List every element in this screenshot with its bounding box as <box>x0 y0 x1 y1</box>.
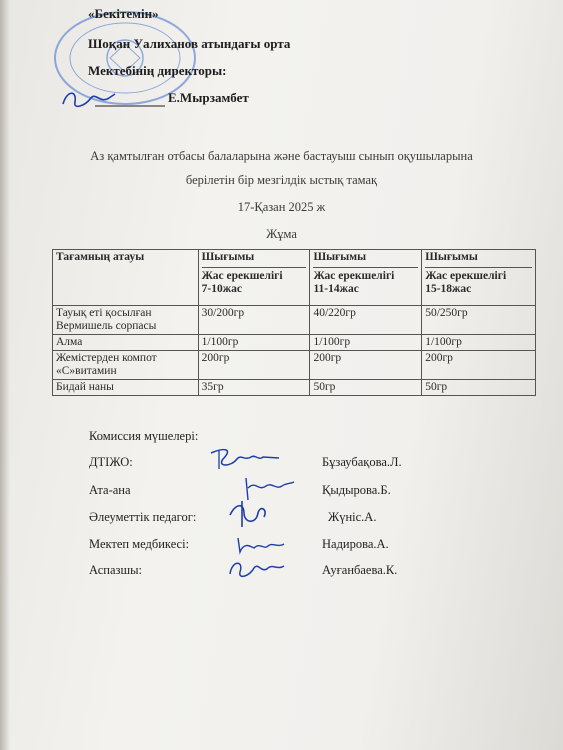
yield-cell: 1/100гр <box>422 335 536 351</box>
commission-role: Мектеп медбикесі: <box>89 537 190 551</box>
dish-name-cont: Вермишель сорпасы <box>56 320 157 332</box>
yield-cell: 1/100гр <box>310 335 422 351</box>
signature-icon <box>224 499 274 529</box>
heading-day: Жұма <box>266 227 297 241</box>
yield-cell: 50гр <box>310 380 422 396</box>
commission-role: Ата-ана <box>89 483 131 497</box>
approval-header: «Бекітемін» <box>88 6 159 21</box>
header-age-range: 7-10жас <box>201 283 242 295</box>
yield-cell: 1/100гр <box>198 335 310 351</box>
header-yield-title: Шығымы <box>425 251 478 263</box>
header-yield-title: Шығымы <box>313 251 367 263</box>
header-yield-title: Шығымы <box>201 251 255 263</box>
header-yield-7-10 <box>198 250 310 306</box>
signature-icon <box>222 556 292 582</box>
commission-title: Комиссия мүшелері: <box>89 429 199 443</box>
yield-cell: 40/220гр <box>310 306 422 335</box>
header-age-block <box>425 267 532 296</box>
commission-member-name: Ауғанбаева.К. <box>322 563 398 577</box>
heading-line-2: берілетін бір мезгілдік ыстық тамақ <box>185 173 378 187</box>
header-yield-11-14 <box>310 250 422 306</box>
commission-member-name: Қыдырова.Б. <box>322 483 391 497</box>
table-row <box>53 380 536 396</box>
header-age-label: Жас ерекшелігі <box>201 270 283 282</box>
header-age-label: Жас ерекшелігі <box>425 270 507 282</box>
table-row <box>53 351 536 380</box>
header-age-range: 11-14жас <box>313 283 359 295</box>
dish-name: Алма <box>56 336 83 348</box>
dish-name-cell <box>53 380 199 396</box>
table-row <box>53 306 536 335</box>
yield-cell: 200гр <box>422 351 536 380</box>
dish-name-cell <box>53 351 199 380</box>
header-age-block <box>313 267 418 296</box>
commission-member-name: Надирова.А. <box>322 537 389 551</box>
header-age-range: 15-18жас <box>425 283 472 295</box>
director-name: Е.Мырзамбет <box>168 90 249 105</box>
menu-table <box>52 249 536 396</box>
commission-member-name: Бұзаубақова.Л. <box>322 455 402 469</box>
header-age-block <box>202 267 307 296</box>
yield-cell: 200гр <box>198 351 310 380</box>
table-row <box>53 335 536 351</box>
yield-cell: 30/200гр <box>198 306 310 335</box>
yield-cell: 50гр <box>422 380 536 396</box>
header-dish-name: Тағамның атауы <box>53 250 199 306</box>
dish-name: Бидай наны <box>56 381 114 393</box>
heading-line-1: Аз қамтылған отбасы балаларына және бастауыш сынып оқушыларына <box>90 149 473 163</box>
dish-name-cell <box>53 335 199 351</box>
dish-name: Жемістерден компот <box>56 352 157 364</box>
page-edge-shadow <box>0 0 10 750</box>
signature-icon <box>205 445 285 473</box>
header-age-label: Жас ерекшелігі <box>313 270 395 282</box>
yield-cell: 35гр <box>198 380 310 396</box>
yield-cell: 200гр <box>310 351 422 380</box>
commission-role: Әлеуметтік педагог: <box>89 510 197 524</box>
commission-role: ДТІЖО: <box>89 455 133 469</box>
signature-icon <box>232 532 292 558</box>
dish-name-cont: «С»витамин <box>56 365 117 377</box>
commission-role: Аспазшы: <box>89 563 142 577</box>
heading-date: 17-Қазан 2025 ж <box>237 200 326 214</box>
dish-name-cell <box>53 306 199 335</box>
director-title: Мектебінің директоры: <box>88 63 227 78</box>
director-signature-icon <box>55 84 175 114</box>
table-header-row <box>53 250 536 306</box>
header-yield-15-18 <box>422 250 536 306</box>
school-name: Шоқан Уалиханов атындағы орта <box>88 36 291 51</box>
yield-cell: 50/250гр <box>422 306 536 335</box>
dish-name: Тауық еті қосылған <box>56 307 152 319</box>
commission-member-name: Жүніс.А. <box>328 510 377 524</box>
